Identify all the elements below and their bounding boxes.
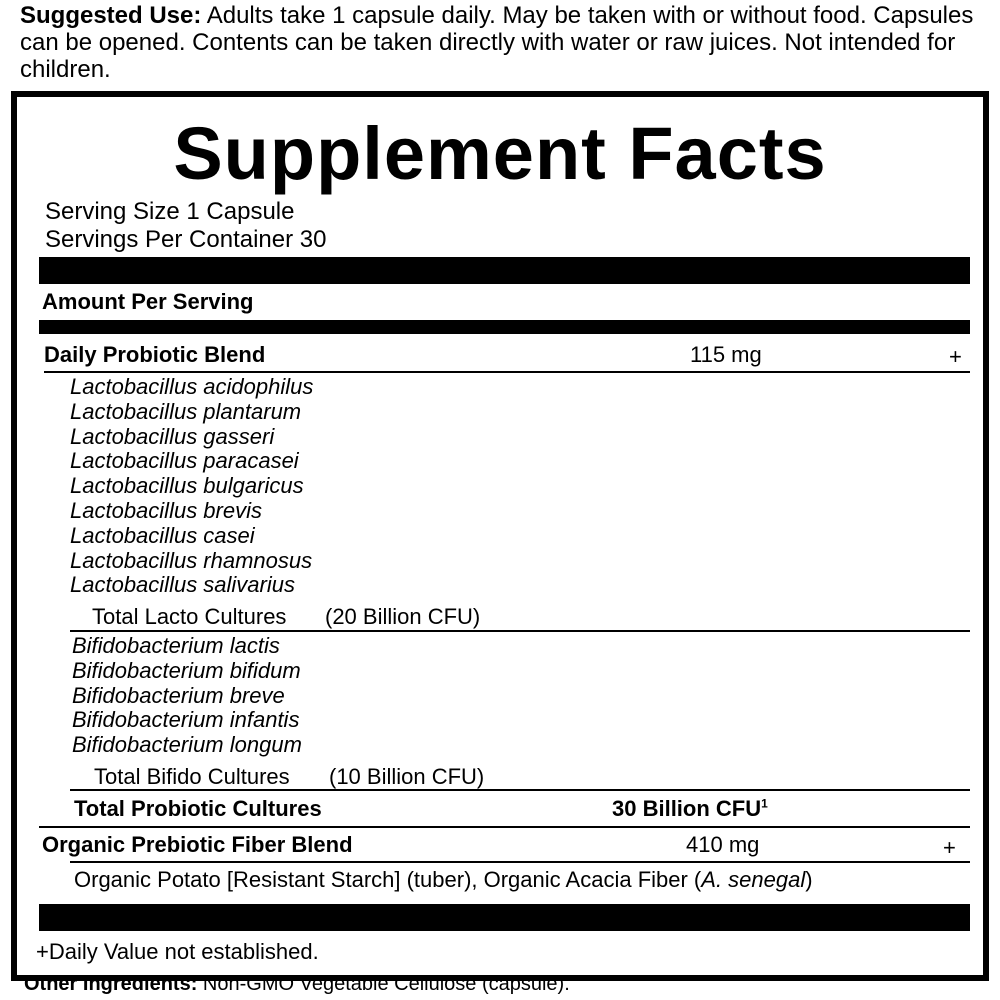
list-item: Lactobacillus paracasei: [70, 448, 299, 474]
daily-blend-dv: +: [949, 344, 962, 369]
rule-bifido: [70, 789, 970, 791]
bifido-total-label: Total Bifido Cultures: [94, 764, 290, 789]
list-item: Lactobacillus plantarum: [70, 398, 302, 424]
list-item: Lactobacillus salivarius: [70, 572, 295, 598]
list-item: Lactobacillus gasseri: [70, 423, 275, 449]
prebiotic-contents-text: Organic Potato [Resistant Starch] (tuber), Organic Acacia Fiber (: [74, 867, 702, 892]
bifido-strain-list: [72, 634, 302, 758]
list-item: Bifidobacterium breve: [72, 682, 285, 708]
prebiotic-blend-name: Organic Prebiotic Fiber Blend: [42, 832, 353, 857]
daily-value-footnote: +Daily Value not established.: [36, 939, 319, 964]
rule-lacto: [70, 630, 970, 632]
other-ingredients: [24, 973, 570, 996]
list-item: Lactobacillus brevis: [70, 497, 262, 523]
servings-per-container: Servings Per Container 30: [45, 226, 327, 253]
supplement-facts-panel: [11, 91, 989, 981]
list-item: Bifidobacterium lactis: [72, 633, 280, 658]
daily-blend-amount: 115 mg: [690, 342, 762, 367]
serving-size: Serving Size 1 Capsule: [45, 198, 295, 225]
lacto-strain-list: [70, 375, 313, 598]
amount-per-serving: Amount Per Serving: [42, 289, 254, 314]
facts-title: Supplement Facts: [173, 112, 827, 195]
list-item: Bifidobacterium bifidum: [72, 657, 301, 683]
list-item: Bifidobacterium infantis: [72, 707, 300, 733]
rule-daily-blend: [44, 371, 970, 373]
list-item: Lactobacillus casei: [70, 522, 255, 548]
list-item: Lactobacillus acidophilus: [70, 374, 314, 399]
bifido-total-value: (10 Billion CFU): [329, 764, 485, 789]
list-item: Lactobacillus bulgaricus: [70, 473, 304, 499]
lacto-total-value: (20 Billion CFU): [325, 604, 481, 629]
footnote-marker: 1: [761, 796, 768, 811]
thick-divider-2: [39, 320, 970, 334]
other-ingredients-text: Non-GMO Vegetable Cellulose (capsule).: [197, 973, 570, 995]
suggested-use: [20, 2, 980, 83]
total-probiotic-amount: 30 Billion CFU: [612, 796, 762, 821]
thick-divider-3: [39, 904, 970, 931]
rule-total: [39, 826, 970, 828]
prebiotic-contents-close: ): [805, 867, 813, 892]
thick-divider-1: [39, 257, 970, 284]
suggested-use-label: Suggested Use:: [20, 2, 202, 29]
daily-blend-name: Daily Probiotic Blend: [44, 342, 266, 367]
rule-prebiotic: [70, 861, 970, 863]
prebiotic-contents: [74, 867, 813, 893]
total-probiotic-label: Total Probiotic Cultures: [74, 796, 322, 821]
list-item: Bifidobacterium longum: [72, 732, 302, 758]
prebiotic-blend-amount: 410 mg: [686, 832, 760, 857]
prebiotic-contents-species: A. senegal: [701, 867, 806, 892]
total-probiotic-value: [612, 796, 768, 822]
lacto-total-label: Total Lacto Cultures: [92, 604, 287, 629]
prebiotic-blend-dv: +: [943, 835, 956, 860]
list-item: Lactobacillus rhamnosus: [70, 547, 313, 573]
suggested-use-text: Adults take 1 capsule daily. May be taken with or without food. Capsules can be opened. Contents can be taken directly with water or raw juices. Not intended for children.: [20, 2, 974, 83]
other-ingredients-label: Other Ingredients:: [24, 973, 198, 995]
